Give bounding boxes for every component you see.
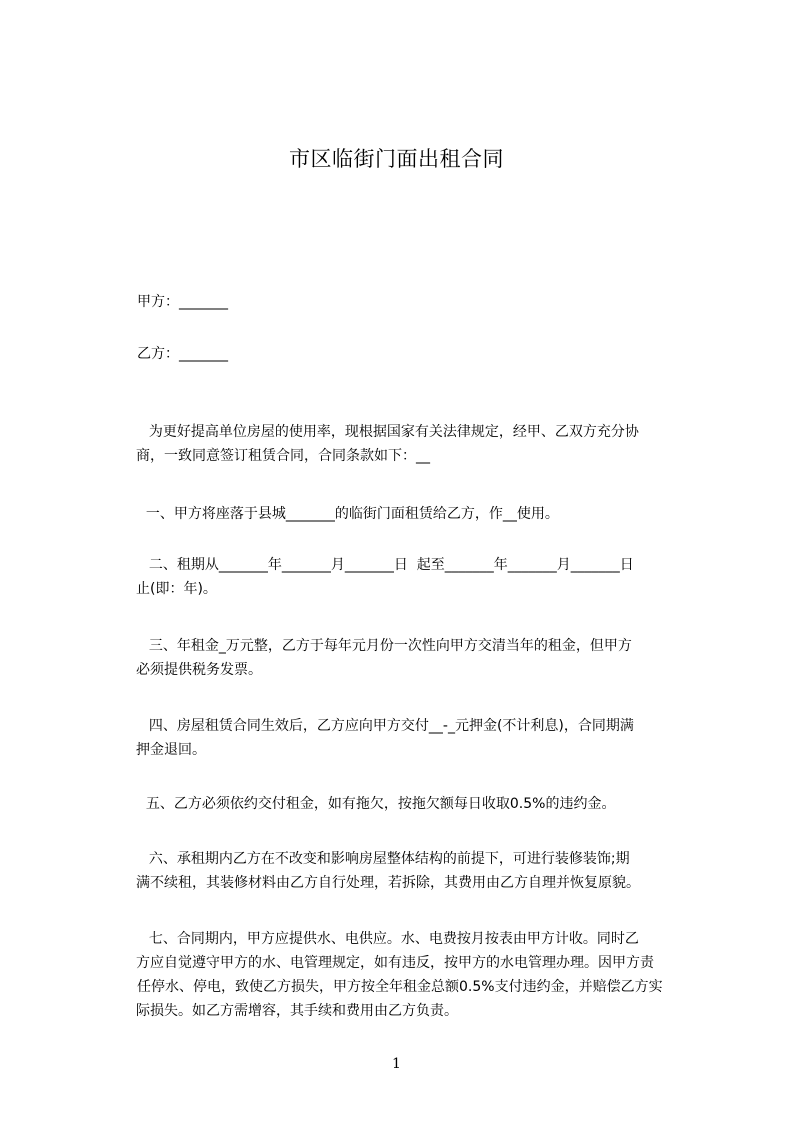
clause-6-line-1: 六、承租期内乙方在不改变和影响房屋整体结构的前提下，可进行装修装饰;期: [148, 851, 630, 867]
clause-7: [136, 903, 704, 1047]
clause-7-line-1: 七、合同期内，甲方应提供水、电供应。水、电费按月按表由甲方计收。同时乙: [148, 931, 639, 947]
intro-line-1: 为更好提高单位房屋的使用率，现根据国家有关法律规定，经甲、乙双方充分协: [148, 424, 639, 440]
clause-2-line-1: 二、租期从_______年_______月_______日 起至_______年_______月_______日: [148, 557, 634, 573]
clause-6-line-2: 满不续租，其装修材料由乙方自行处理，若拆除，其费用由乙方自理并恢复原貌。: [136, 875, 640, 891]
clause-2-line-2: 止(即：年)。: [136, 581, 217, 597]
clause-7-line-4: 际损失。如乙方需增容，其手续和费用由乙方负责。: [136, 1003, 458, 1019]
page-number: 1: [392, 1056, 401, 1072]
clause-3-line-1: 三、年租金_万元整，乙方于每年元月份一次性向甲方交清当年的租金，但甲方: [148, 638, 632, 654]
clause-3-line-2: 必须提供税务发票。: [136, 662, 262, 678]
intro-line-2: 商，一致同意签订租赁合同，合同条款如下：__: [136, 448, 430, 464]
clause-5-line-1: 五、乙方必须依约交付租金，如有拖欠，按拖欠额每日收取0.5%的违约金。: [145, 796, 616, 812]
clause-4-line-2: 押金退回。: [136, 742, 206, 758]
party-b-line: 乙方：_______: [137, 346, 228, 362]
party-a-line: 甲方：_______: [137, 294, 228, 310]
clause-1-line-1: 一、甲方将座落于县城_______的临街门面租赁给乙方，作__使用。: [145, 506, 559, 522]
document-title: 市区临街门面出租合同: [289, 147, 504, 171]
clause-1: [137, 478, 701, 526]
clause-7-line-2: 方应自觉遵守甲方的水、电管理规定，如有违反，按甲方的水电管理办理。因甲方责: [136, 955, 654, 971]
clause-4-line-1: 四、房屋租赁合同生效后，乙方应向甲方交付__-_元押金(不计利息)，合同期满: [148, 718, 634, 734]
clause-5: [137, 768, 701, 816]
clause-7-line-3: 任停水、停电，致使乙方损失，甲方按全年租金总额0.5%支付违约金，并赔偿乙方实: [137, 979, 663, 995]
